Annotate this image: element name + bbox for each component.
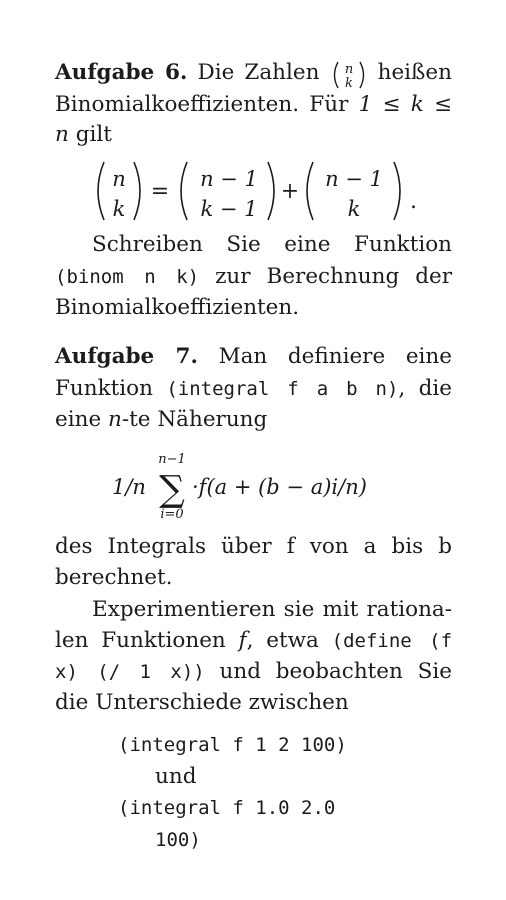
f-r1-top: n − 1: [200, 167, 258, 191]
task7-p2-text-3b: und beobachten Sie: [204, 659, 452, 684]
task7-text-2a: Funktion: [55, 376, 167, 401]
task7-line-1: [55, 341, 452, 373]
task6-text-3a: n: [55, 122, 69, 147]
task7-p2-text-2a: len Funktionen: [55, 628, 239, 653]
task6-title: Aufgabe 6.: [55, 60, 188, 85]
define-code-2: x) (/ 1 x)): [55, 661, 205, 683]
task7-text-3n: n: [108, 407, 122, 432]
task7-line-5: berechnet.: [55, 565, 173, 590]
task7-text-3b: -te Näherung: [121, 407, 268, 432]
task6-line-2: [55, 89, 452, 121]
task6-p2-line-3: Binomialkoeffizienten.: [55, 295, 300, 320]
f-r2-top: n − 1: [325, 167, 383, 191]
f-lhs-top: n: [112, 167, 126, 191]
task7-line-2: [55, 373, 452, 405]
task7-p2-line-3: [55, 656, 452, 688]
binom-inline-top: n: [344, 62, 353, 77]
task7-p2-text-2b: , etwa: [246, 628, 332, 653]
code-und: und: [155, 764, 197, 789]
task6-text-2b: 1 ≤ k ≤: [358, 92, 452, 117]
task6-p2-text-2: zur Berechnung der: [199, 264, 452, 289]
task7-p2-line-1: Experimentieren sie mit rationa-: [92, 597, 452, 622]
binom-nk-inline: [330, 59, 368, 91]
task7-line-4: des Integrals über f von a bis b: [55, 534, 452, 559]
sum-body: ·f(a + (b − a)i/n): [192, 475, 367, 499]
integral-code: (integral f a b n): [166, 378, 399, 400]
sum-upper: n−1: [158, 452, 186, 467]
task6-text-3b: gilt: [68, 122, 112, 147]
task7-p2-f: f: [238, 628, 247, 653]
task7-title: Aufgabe 7.: [55, 344, 198, 369]
f-r2-bottom: k: [347, 197, 361, 221]
binom-code: (binom n k): [55, 266, 200, 288]
sum-lead: 1/n: [112, 475, 146, 499]
task7-text-2b: , die: [398, 376, 452, 401]
sum-lower: i=0: [160, 507, 184, 522]
f-eq: =: [150, 179, 170, 204]
task6-text-1a: Die Zahlen: [197, 60, 320, 85]
task6-text-2a: Binomialkoeffizienten. Für: [55, 92, 349, 117]
task6-p2-line-2: [55, 261, 452, 293]
task7-p2-line-4: die Unterschiede zwischen: [55, 690, 349, 715]
f-dot: .: [410, 189, 417, 214]
task7-text-1: Man definiere eine: [197, 344, 452, 369]
sum-sigma: ∑: [159, 469, 185, 510]
binom-inline-bottom: k: [344, 76, 353, 91]
task6-p2-line-1: Schreiben Sie eine Funktion: [92, 232, 452, 257]
task6-line-3: [55, 119, 452, 151]
f-lhs-bottom: k: [112, 197, 126, 221]
code-integral-exact: (integral f 1 2 100): [118, 734, 347, 756]
task7-text-3a: eine: [55, 407, 109, 432]
code-integral-float: (integral f 1.0 2.0: [118, 797, 336, 819]
task7-line-3: [55, 404, 452, 436]
task7-p2-line-2: [55, 625, 452, 657]
f-r1-bottom: k − 1: [200, 197, 258, 221]
task6-text-1b: heißen: [377, 60, 452, 85]
code-integral-float-cont: 100): [155, 829, 201, 851]
f-plus: +: [280, 179, 300, 204]
riemann-sum-formula: [112, 448, 412, 526]
pascal-formula: [92, 158, 422, 224]
define-code-1: (define (f: [331, 630, 453, 652]
task6-line-1: [55, 57, 452, 89]
